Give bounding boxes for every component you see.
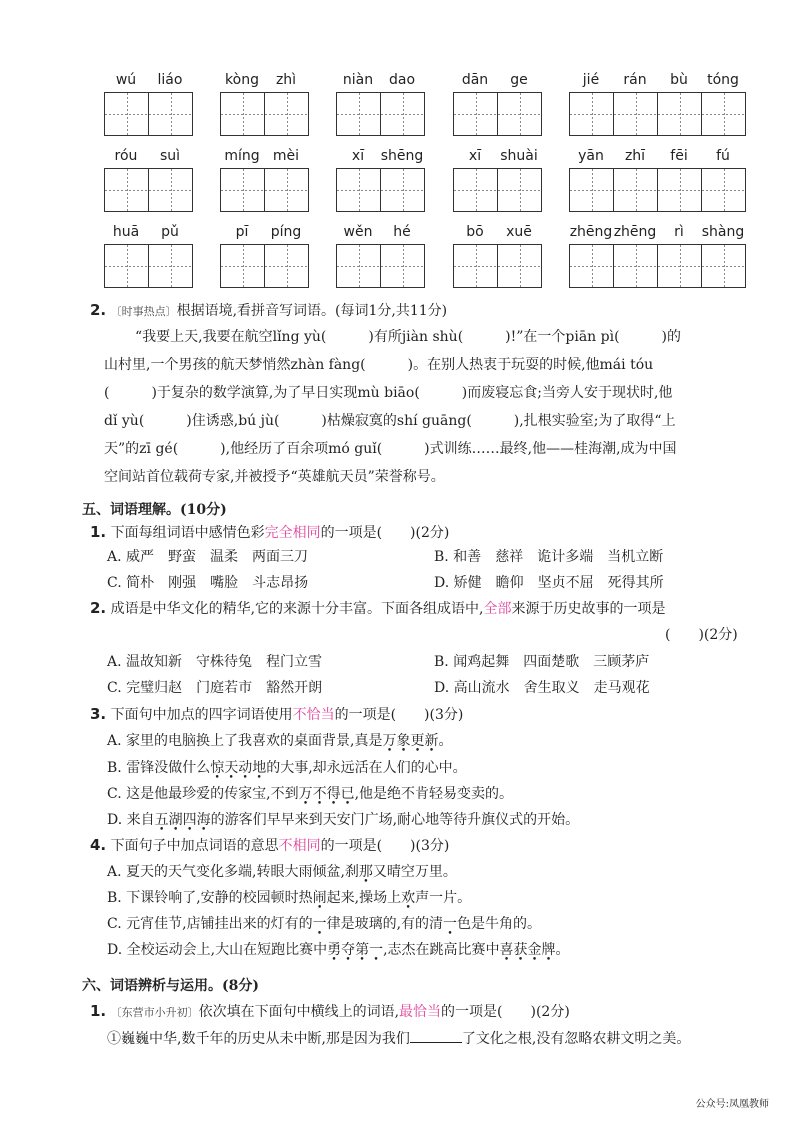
fill-blank[interactable] bbox=[410, 1028, 462, 1043]
dotted-char: 勇 bbox=[327, 942, 342, 958]
option-text: 。 bbox=[438, 733, 453, 749]
pinyin-label: shēng bbox=[380, 148, 424, 164]
dotted-char: 万 bbox=[298, 786, 313, 802]
dotted-char: 获 bbox=[513, 942, 528, 958]
pinyin-label: dān bbox=[461, 72, 489, 88]
s5-q1-option-d[interactable]: D. 矫健 瞻仰 坚贞不屈 死得其所 bbox=[434, 575, 664, 591]
writing-box[interactable] bbox=[497, 244, 542, 288]
stem-pre: 下面句子中加点词语的意思 bbox=[110, 838, 279, 854]
option-text: D. 全校运动会上,大山在短跑比赛中 bbox=[107, 942, 328, 958]
s5-q2-option-d[interactable]: D. 高山流水 舍生取义 走马观花 bbox=[434, 680, 650, 696]
dotted-char: 地 bbox=[252, 760, 267, 776]
writing-box[interactable] bbox=[380, 168, 425, 212]
option-text: B. 雷锋没做什么 bbox=[107, 760, 211, 776]
s6-q1-sentence-1 bbox=[107, 1028, 690, 1049]
pinyin-label: zhì bbox=[275, 72, 297, 88]
dotted-char: 不 bbox=[312, 786, 327, 802]
writing-box[interactable] bbox=[613, 244, 658, 288]
pinyin-label: jié bbox=[582, 72, 600, 88]
writing-box[interactable] bbox=[264, 168, 309, 212]
writing-box[interactable] bbox=[453, 168, 498, 212]
dotted-char: 夺 bbox=[341, 942, 356, 958]
pinyin-label: xī bbox=[468, 148, 482, 164]
question-tag: 〔时事热点〕 bbox=[110, 305, 177, 318]
pinyin-label: huā bbox=[112, 224, 140, 240]
dotted-char: 新 bbox=[424, 733, 439, 749]
writing-box[interactable] bbox=[264, 92, 309, 136]
question-prompt: 根据语境,看拼音写词语。(每词1分,共11分) bbox=[176, 303, 448, 319]
q2-line-2: 山村里,一个男孩的航天梦悄然zhàn fàng( )。在别人热衷于玩耍的时候,他mái tóu bbox=[104, 357, 654, 373]
s6-q1-stem bbox=[90, 1001, 570, 1023]
pinyin-label: xuē bbox=[506, 224, 532, 240]
highlight-text: 不相同 bbox=[278, 838, 321, 854]
pinyin-label: wú bbox=[115, 72, 137, 88]
pinyin-label: yān bbox=[578, 148, 604, 164]
s5-q4-stem bbox=[90, 835, 449, 856]
dotted-char: 湖 bbox=[168, 812, 183, 828]
writing-box[interactable] bbox=[613, 92, 658, 136]
dotted-char: 一 bbox=[443, 916, 458, 932]
dotted-char: 五 bbox=[154, 812, 169, 828]
writing-box[interactable] bbox=[220, 92, 265, 136]
writing-box[interactable] bbox=[220, 244, 265, 288]
writing-box[interactable] bbox=[613, 168, 658, 212]
s5-q2-option-a[interactable]: A. 温故知新 守株待兔 程门立雪 bbox=[107, 654, 323, 670]
dotted-char: 惊 bbox=[210, 760, 225, 776]
s5-q1-option-c[interactable]: C. 简朴 刚强 嘴脸 斗志昂扬 bbox=[107, 575, 309, 591]
s5-q3-option-a[interactable] bbox=[107, 730, 452, 750]
section-5-title: 五、词语理解。(10分) bbox=[82, 502, 227, 518]
writing-box[interactable] bbox=[148, 168, 193, 212]
dotted-char: 天 bbox=[224, 760, 239, 776]
highlight-text: 全部 bbox=[483, 601, 512, 617]
pinyin-label: róu bbox=[114, 148, 138, 164]
writing-box[interactable] bbox=[569, 168, 614, 212]
pinyin-label: zhī bbox=[624, 148, 646, 164]
pinyin-label: kòng bbox=[225, 72, 259, 88]
pinyin-label: wěn bbox=[343, 224, 373, 240]
pinyin-label: liáo bbox=[157, 72, 183, 88]
pinyin-label: rì bbox=[674, 224, 684, 240]
writing-box[interactable] bbox=[453, 92, 498, 136]
pinyin-label: niàn bbox=[342, 72, 374, 88]
highlight-text: 完全相同 bbox=[264, 525, 321, 541]
question-number: 1. bbox=[90, 523, 107, 541]
writing-box[interactable] bbox=[104, 92, 149, 136]
option-text: 律是玻璃的,有的清 bbox=[326, 916, 444, 932]
writing-box[interactable] bbox=[104, 168, 149, 212]
s5-q3-option-d[interactable] bbox=[107, 809, 579, 829]
writing-box[interactable] bbox=[657, 244, 702, 288]
q2-line-3: ( )于复杂的数学演算,为了早日实现mù biāo( )而废寝忘食;当旁人安于现状时,他 bbox=[104, 385, 673, 401]
option-text: 的游客们早早来到天安门广场,耐心地等待升旗仪式的开始。 bbox=[210, 812, 580, 828]
s5-q4-option-a[interactable] bbox=[107, 861, 457, 881]
writing-box[interactable] bbox=[497, 92, 542, 136]
pinyin-label: pī bbox=[235, 224, 249, 240]
stem-post: 的一项是( )(3分) bbox=[320, 838, 450, 854]
dotted-char: 动 bbox=[238, 760, 253, 776]
dotted-char: 更 bbox=[410, 733, 425, 749]
s5-q2-option-b[interactable]: B. 闻鸡起舞 四面楚歌 三顾茅庐 bbox=[434, 654, 650, 670]
dotted-char: 金 bbox=[527, 942, 542, 958]
option-text: 起来,操场上 bbox=[326, 890, 402, 906]
stem-post: 的一项是( )(3分) bbox=[334, 707, 464, 723]
pinyin-label: xī bbox=[351, 148, 365, 164]
highlight-text: 不恰当 bbox=[292, 707, 335, 723]
question-number: 2. bbox=[90, 301, 107, 319]
dotted-char: 一 bbox=[369, 942, 384, 958]
writing-box[interactable] bbox=[453, 244, 498, 288]
writing-box[interactable] bbox=[336, 244, 381, 288]
q2-header bbox=[90, 300, 447, 322]
dotted-char: 喜 bbox=[499, 942, 514, 958]
pinyin-label: fú bbox=[716, 148, 730, 164]
s5-q1-option-a[interactable]: A. 威严 野蛮 温柔 两面三刀 bbox=[107, 549, 309, 565]
s5-q3-option-b[interactable] bbox=[107, 757, 467, 777]
s5-q1-stem bbox=[90, 522, 449, 543]
pinyin-label: suì bbox=[159, 148, 181, 164]
pinyin-label: pǔ bbox=[161, 224, 179, 240]
option-text: D. 来自 bbox=[107, 812, 155, 828]
dotted-char: 万 bbox=[382, 733, 397, 749]
s5-q2-option-c[interactable]: C. 完璧归赵 门庭若市 豁然开朗 bbox=[107, 680, 323, 696]
dotted-char: 第 bbox=[355, 942, 370, 958]
option-text: C. 这是他最珍爱的传家宝,不到 bbox=[107, 786, 299, 802]
option-text: 又晴空万里。 bbox=[372, 864, 457, 880]
s5-q3-stem bbox=[90, 704, 463, 725]
writing-box[interactable] bbox=[104, 244, 149, 288]
pinyin-label: zhēng bbox=[569, 224, 613, 240]
question-number: 3. bbox=[90, 705, 107, 723]
option-text: 。 bbox=[555, 942, 570, 958]
stem-pre: 依次填在下面句中横线上的词语, bbox=[198, 1004, 400, 1020]
stem-post: 来源于历史故事的一项是 bbox=[511, 601, 666, 617]
s5-q4-option-c[interactable] bbox=[107, 913, 541, 933]
writing-box[interactable] bbox=[336, 168, 381, 212]
pinyin-label: fēi bbox=[670, 148, 688, 164]
writing-box[interactable] bbox=[380, 244, 425, 288]
dotted-char: 四 bbox=[182, 812, 197, 828]
pinyin-label: tóng bbox=[707, 72, 739, 88]
stem-pre: 成语是中华文化的精华,它的来源十分丰富。下面各组成语中, bbox=[110, 601, 484, 617]
s5-q3-option-c[interactable] bbox=[107, 783, 513, 803]
option-text: ,志杰在跳高比赛中 bbox=[383, 942, 500, 958]
q2-line-6: 空间站首位载荷专家,并被授予“英雄航天员”荣誉称号。 bbox=[104, 469, 445, 485]
writing-box[interactable] bbox=[497, 168, 542, 212]
s5-q4-option-d[interactable] bbox=[107, 939, 570, 959]
stem-pre: 下面句中加点的四字词语使用 bbox=[110, 707, 293, 723]
pinyin-label: ge bbox=[510, 72, 528, 88]
question-tag: 〔东营市小升初〕 bbox=[110, 1006, 199, 1019]
pinyin-label: zhēng bbox=[613, 224, 657, 240]
pinyin-label: shuài bbox=[500, 148, 538, 164]
writing-box[interactable] bbox=[701, 244, 746, 288]
option-text: C. 元宵佳节,店铺挂出来的灯有的 bbox=[107, 916, 313, 932]
s5-q4-option-b[interactable] bbox=[107, 887, 471, 907]
pinyin-label: hé bbox=[393, 224, 411, 240]
writing-box[interactable] bbox=[701, 168, 746, 212]
q2-line-1: “我要上天,我要在航空lǐng yù( )有所jiàn shù( )!”在一个piān pì( )的 bbox=[135, 329, 682, 345]
dotted-char: 海 bbox=[196, 812, 211, 828]
question-number: 2. bbox=[90, 599, 107, 617]
writing-box[interactable] bbox=[148, 244, 193, 288]
writing-box[interactable] bbox=[657, 92, 702, 136]
section-6-title: 六、词语辨析与运用。(8分) bbox=[82, 978, 259, 994]
pinyin-label: míng bbox=[224, 148, 260, 164]
writing-box[interactable] bbox=[220, 168, 265, 212]
sentence-post: 了文化之根,没有忽略农耕文明之美。 bbox=[461, 1031, 691, 1047]
option-text: 声一片。 bbox=[415, 890, 472, 906]
dotted-char: 欢 bbox=[401, 890, 416, 906]
dotted-char: 一 bbox=[312, 916, 327, 932]
pinyin-label: mèi bbox=[272, 148, 300, 164]
s5-q2-score: ( )(2分) bbox=[665, 627, 738, 643]
writing-box[interactable] bbox=[380, 92, 425, 136]
dotted-char: 闹 bbox=[312, 890, 327, 906]
sentence-pre: ①巍巍中华,数千年的历史从未中断,那是因为我们 bbox=[107, 1031, 410, 1047]
pinyin-label: dao bbox=[388, 72, 416, 88]
option-text: 色是牛角的。 bbox=[457, 916, 542, 932]
option-text: 的大事,却永远活在人们的心中。 bbox=[266, 760, 467, 776]
highlight-text: 最恰当 bbox=[399, 1004, 442, 1020]
stem-pre: 下面每组词语中感情色彩 bbox=[110, 525, 265, 541]
footer-credit: 公众号:凤凰教师 bbox=[695, 1099, 769, 1110]
writing-box[interactable] bbox=[148, 92, 193, 136]
writing-box[interactable] bbox=[336, 92, 381, 136]
stem-post: 的一项是( )(2分) bbox=[441, 1004, 570, 1020]
pinyin-label: bō bbox=[466, 224, 484, 240]
writing-box[interactable] bbox=[569, 92, 614, 136]
option-text: A. 夏天的天气变化多端,转眼大雨倾盆,刹 bbox=[107, 864, 359, 880]
writing-box[interactable] bbox=[569, 244, 614, 288]
option-text: ,他是绝不肯轻易变卖的。 bbox=[354, 786, 514, 802]
writing-box[interactable] bbox=[701, 92, 746, 136]
writing-box[interactable] bbox=[657, 168, 702, 212]
dotted-char: 象 bbox=[396, 733, 411, 749]
s5-q1-option-b[interactable]: B. 和善 慈祥 诡计多端 当机立断 bbox=[434, 549, 664, 565]
pinyin-label: shàng bbox=[701, 224, 745, 240]
dotted-char: 已 bbox=[340, 786, 355, 802]
option-text: A. 家里的电脑换上了我喜欢的桌面背景,真是 bbox=[107, 733, 383, 749]
q2-line-4: dǐ yù( )住诱惑,bú jù( )枯燥寂寞的shí guāng( ),扎根实验室;为了取得“上 bbox=[104, 413, 676, 429]
option-text: B. 下课铃响了,安静的校园顿时热 bbox=[107, 890, 313, 906]
pinyin-label: píng bbox=[270, 224, 302, 240]
stem-post: 的一项是( )(2分) bbox=[320, 525, 450, 541]
dotted-char: 得 bbox=[326, 786, 341, 802]
question-number: 1. bbox=[90, 1002, 107, 1020]
q2-line-5: 天”的zī gé( ),他经历了百余项mó guǐ( )式训练……最终,他——桂海潮,成为中国 bbox=[104, 441, 677, 457]
pinyin-label: bù bbox=[670, 72, 688, 88]
dotted-char: 牌 bbox=[541, 942, 556, 958]
question-number: 4. bbox=[90, 836, 107, 854]
s5-q2-stem bbox=[90, 598, 666, 619]
pinyin-label: rán bbox=[623, 72, 647, 88]
writing-box[interactable] bbox=[264, 244, 309, 288]
dotted-char: 那 bbox=[358, 864, 373, 880]
